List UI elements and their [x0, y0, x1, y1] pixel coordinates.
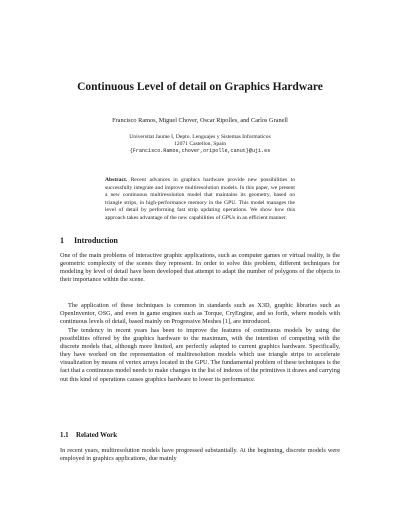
subsection-heading-related-work: [60, 432, 117, 439]
section-title: Introduction: [74, 236, 118, 245]
subsection-title: Related Work: [76, 432, 118, 439]
abstract-text: Recent advances in graphics hardware provide new possibilities to successfully integrate and improve multiresolution models. In this paper, we present a new continuous multiresolution model that maintains its geometry, based on triangle strips, in high-performance memory in the GPU. This model manages the level of detail by performing fast strip updating operations. We show how this approach takes advantage of the new capabilities of GPUs in an efficient manner.: [105, 177, 295, 221]
section-heading-introduction: [60, 236, 118, 245]
affiliation-line-2: 12071 Castellon, Spain: [173, 141, 227, 148]
affiliation-block: [60, 134, 340, 156]
paper-title: Continuous Level of detail on Graphics Hardware: [77, 81, 323, 93]
author-list: Francisco Ramos, Miguel Chover, Oscar Ripolles, and Carlos Granell: [112, 117, 288, 124]
intro-paragraph-3: The tendency in recent years has been to improve the features of continuous models by using the possibilities offered by the graphics hardware to the maximum, with the intention of competing with the discrete models that, although more limited, are perfectly adapted to current graphics hardware. Specifically, they have worked on the representation of multiresolution models which use triangle strips to accelerate visualization by means of vertex arrays located in the GPU. The fundamental problem of these techniques is the fact that a continuous model needs to make changes in the list of indexes of the primitives it draws and carrying out this kind of operations causes graphics hardware to lower its performance.: [60, 327, 340, 383]
author-emails: {Francisco.Ramos,chover,oripolle,canut}@uji.es: [129, 148, 271, 155]
subsection-number: 1.1: [60, 432, 69, 439]
intro-paragraph-2: The application of these techniques is common in standards such as X3D, graphic libraries such as OpenInventor, OSG, and even in game engines such as Torque, CryEngine, and so forth, where models with continuous levels of detail, based mainly on Progressive Meshes [1], are introduced.: [60, 302, 340, 326]
abstract: [105, 177, 295, 223]
affiliation-line-1: Universitat Jaume I, Depto. Lenguajes y Sistemas Informaticos: [129, 134, 271, 140]
section-number: 1: [60, 236, 65, 245]
related-work-paragraph: In recent years, multiresolution models have progressed substantially. At the beginning, discrete models were employed in graphics applications, due mainly: [60, 447, 340, 463]
abstract-label: Abstract.: [105, 177, 128, 183]
intro-paragraph-1: One of the main problems of interactive graphic applications, such as computer games or virtual reality, is the geometric complexity of the scenes they represent. In order to solve this problem, different techniques for modeling by level of detail have been developed that attempt to adapt the number of polygons of the objects to their importance within the scene.: [60, 252, 340, 284]
